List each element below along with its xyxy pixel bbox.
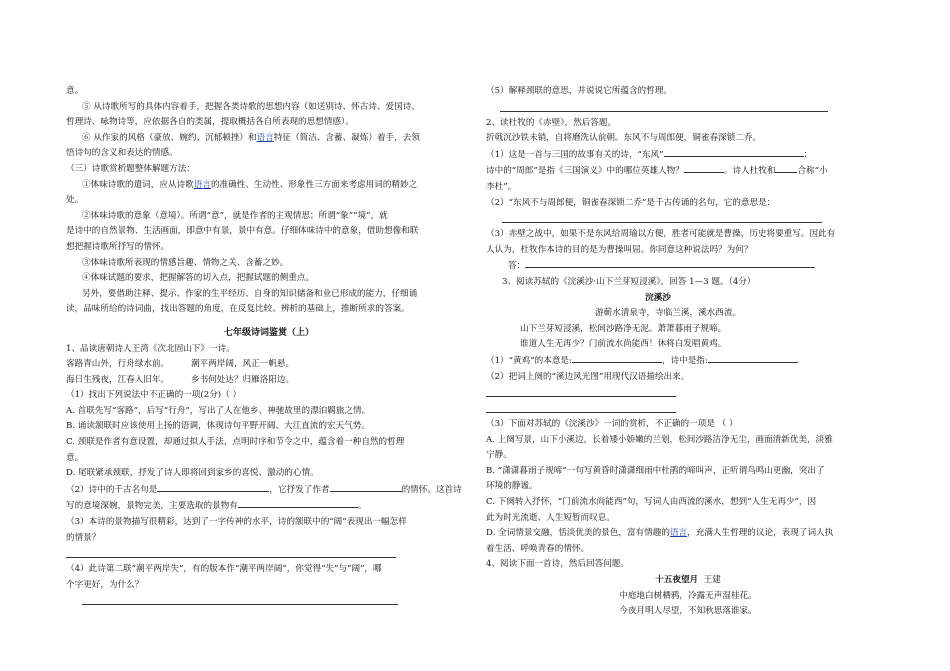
- text-line: 是诗中的自然景物、生活画面，即意中有景，景中有意。仔细体味诗中的意象，借助想像和联: [66, 226, 419, 237]
- answer-blank[interactable]: [525, 258, 815, 268]
- poem-line: 中庭地白树栖鸦，冷露无声湿桂花。: [619, 590, 757, 601]
- left-column: [66, 84, 472, 609]
- text-line: 意。: [66, 86, 84, 96]
- text-line: 另外，要借助注释、提示、作家的生平经历、自身的知识储备和业已形成的能力，仔细诵: [82, 288, 418, 299]
- poem-title-row: [486, 573, 890, 589]
- section-title: 七年级诗词鉴赏（上）: [223, 327, 314, 338]
- text-line: ⑥ 从作家的风格（豪放、婉约、沉郁顿挫）和语言特征（简洁、含蓄、凝炼）着手，去领: [82, 132, 420, 143]
- text-line: 处。: [66, 195, 84, 206]
- poem-line: 折戟沉沙铁未销，自将磨洗认前朝。东风不与周郎便，铜雀春深锁二乔。: [486, 133, 762, 144]
- language-link[interactable]: 语言: [669, 528, 688, 539]
- poem-line: 谁道人生无再少？门前流水尚能西！休将白发唱黄鸡。: [520, 339, 727, 350]
- option-d: D. 尾联紧承颈联，抒发了诗人即将回到家乡的喜悦、激动的心情。: [66, 468, 319, 479]
- answer-blank[interactable]: [330, 482, 402, 492]
- option-a-cont: 宁静。: [486, 450, 512, 461]
- text-line: ④体味试题的要求，把握解答的切入点，把握试题的侧重点。: [82, 273, 315, 284]
- answer-blank[interactable]: [775, 163, 797, 173]
- question: （1）“黄鸡”的本意是: ，诗中是指:: [486, 353, 890, 370]
- question: 的情景？: [66, 532, 101, 543]
- language-link[interactable]: 语言: [193, 179, 211, 190]
- option-a: A. 首联先写“客路”，后写“行舟”，写出了人在他乡、神驰故里的漂泊羁旅之情。: [66, 405, 371, 416]
- answer-line[interactable]: [82, 593, 398, 605]
- option-c: C. 颈联是作者有意设置，却通过拟人手法，点明时序和节令之中，蕴含着一种自然的哲理: [66, 437, 405, 448]
- option-b: B. “潇潇暮雨子规啼”一句写黄昏时潇潇细雨中杜鹃的啼叫声，正听谓鸟鸣山更幽，突出了: [486, 465, 825, 476]
- option-b: B. 诵读颔联时应该使用上扬的语调，体现诗句平野开阔、大江直流的宏天气势。: [66, 421, 370, 432]
- question: （1）这是一首与三国的故事有关的诗，“东风” ；: [486, 147, 890, 164]
- option-a: A. 上阕写景，山下小溪边，长着矮小娇嫩的兰划，松间沙路洁净无尘，画面清新优美，淡雅: [486, 434, 833, 445]
- text-line: ③体味诗歌所表现的情感旨趣、情物之关、含蓄之妙。: [82, 257, 289, 268]
- poem-title: 十五夜望月: [655, 575, 699, 586]
- question: 3、阅读苏轼的《浣溪沙·山下兰芽短浸溪》，回答 1—3 题。（4分）: [502, 276, 756, 287]
- question: （2）把词上阕的“溪边风光图”用现代汉语描绘出来。: [486, 371, 690, 382]
- question: （2）诗中的千古名句是 ，它抒发了作者 的情怀。这首诗: [66, 482, 472, 499]
- poem-line: 山下兰芽短浸溪，松间沙路净无泥。萧萧暮雨子规啼。: [520, 323, 727, 334]
- question: 人认为，杜牧作本诗的目的是为曹操叫屈。你同意这种说法吗？为何？: [486, 244, 753, 255]
- question: 诗中的“周郎”是指《三国演义》中的哪位英雄人物？ 。诗人杜牧和 合称“小: [486, 163, 890, 180]
- poem-line: 今夜月明人尽望，不知秋思落谁家。: [619, 606, 757, 617]
- right-column: [486, 84, 890, 620]
- question: 写的意境深婉，景物完美，主要选取的景物有 。: [66, 498, 472, 515]
- poem-author: 王建: [703, 575, 721, 586]
- answer-row: 答：: [486, 258, 890, 275]
- poem-title: 浣溪沙: [645, 292, 671, 303]
- question: （1）找出下列说法中不正确的一项(2分)（ ）: [66, 390, 242, 401]
- question: 李杜”。: [486, 181, 517, 192]
- question: 1、品读唐朝诗人王湾《次北固山下》一诗。: [66, 343, 235, 354]
- text-line: ⑤ 从诗歌所写的具体内容着手，把握各类诗歌的思想内容（如送别诗、怀古诗、爱国诗、: [82, 101, 420, 112]
- question: 4、阅读下面一首诗，然后回答问题。: [486, 559, 629, 570]
- answer-blank[interactable]: [157, 482, 269, 492]
- question: （3）下面对苏轼的《浣溪沙》一词的赏析，不正确的一项是 （ ）: [486, 419, 738, 430]
- text-line: 想把握诗歌所抒写的情怀。: [66, 241, 170, 252]
- poem-line: 客路青山外，行舟绿水前。 潮平两岸阔，风正一帆悬。: [66, 359, 295, 370]
- option-b-cont: 环境的静谧。: [486, 481, 538, 492]
- answer-line[interactable]: [66, 546, 396, 558]
- question: 2、读杜牧的《赤壁》，然后答题。: [486, 117, 617, 128]
- answer-blank[interactable]: [572, 353, 662, 363]
- poem-subtitle: 游蕲水清泉寺，寺临兰溪，溪水西流。: [594, 308, 742, 319]
- answer-line[interactable]: [486, 385, 676, 397]
- language-link[interactable]: 语言: [256, 132, 274, 143]
- text-line: 哲理诗、咏物诗等，应依据各自的类属，提取概括各自所表现的思想情感）。: [66, 117, 354, 128]
- option-c-cont: 此为时光流逝、人生短暂而叹息。: [486, 512, 615, 523]
- question: （4）此诗第二联“潮平两岸失”，有的版本作“潮平两岸阔”，你觉得“失”与“阔”，哪: [66, 564, 382, 575]
- text-line: ②体味诗歌的意象（意境）。所谓“意”，就是作者的主观情思；所谓“象”“境”，就: [82, 210, 388, 221]
- text-line: 读，品味所给的诗词曲，找出答题的角度，在反复比较、辨析的基础上，推断所求的答案。: [66, 304, 410, 315]
- option-c: C. 下阕转入抒怀，“门前流水尚能西”句，写词人由西流的溪水，想到“人生无再少”，因: [486, 497, 817, 508]
- question: （3）赤壁之战中，如果不是东风给周瑜以方便，胜者可能就是曹操，历史将要重写。因此有: [486, 229, 836, 240]
- answer-line[interactable]: [502, 211, 822, 223]
- answer-line[interactable]: [500, 100, 828, 112]
- answer-blank[interactable]: [664, 147, 804, 157]
- question: （5）解释颈联的意思，并说说它所蕴含的哲理。: [486, 86, 672, 96]
- option-d-cont: 着生活、呼唤青春的情怀。: [486, 543, 590, 554]
- option-d: D. 全词情景交融，恬淡优美的景色，富有情趣的语言，充满人生哲理的议论，表现了词人执: [486, 528, 834, 539]
- poem-line: 海日生残夜，江春入旧年。 乡书何处达？归雁洛阳边。: [66, 374, 295, 385]
- text-line: ①体味诗歌的遣词，应从诗歌语言的准确性、生动性、形象性三方面来考虑用词的精妙之: [82, 179, 418, 190]
- question: （3）本诗的景物描写很精彩，达到了一字传神的水平，诗的颔联中的“阔”表现出一幅怎样: [66, 517, 407, 528]
- answer-line[interactable]: [486, 401, 676, 413]
- answer-blank[interactable]: [708, 353, 798, 363]
- option-c-cont: 意。: [66, 452, 84, 463]
- text-line: 悟诗句的含义和表达的情感。: [66, 148, 178, 159]
- answer-blank[interactable]: [238, 498, 358, 508]
- question: （2）“东风不与周郎便，铜雀春深锁二乔”是千古传诵的名句，它的意思是：: [486, 197, 776, 208]
- section-heading: （三）诗歌赏析题整体解题方法：: [66, 163, 195, 174]
- question: 个字更好，为什么？: [66, 579, 144, 590]
- answer-blank[interactable]: [684, 163, 724, 173]
